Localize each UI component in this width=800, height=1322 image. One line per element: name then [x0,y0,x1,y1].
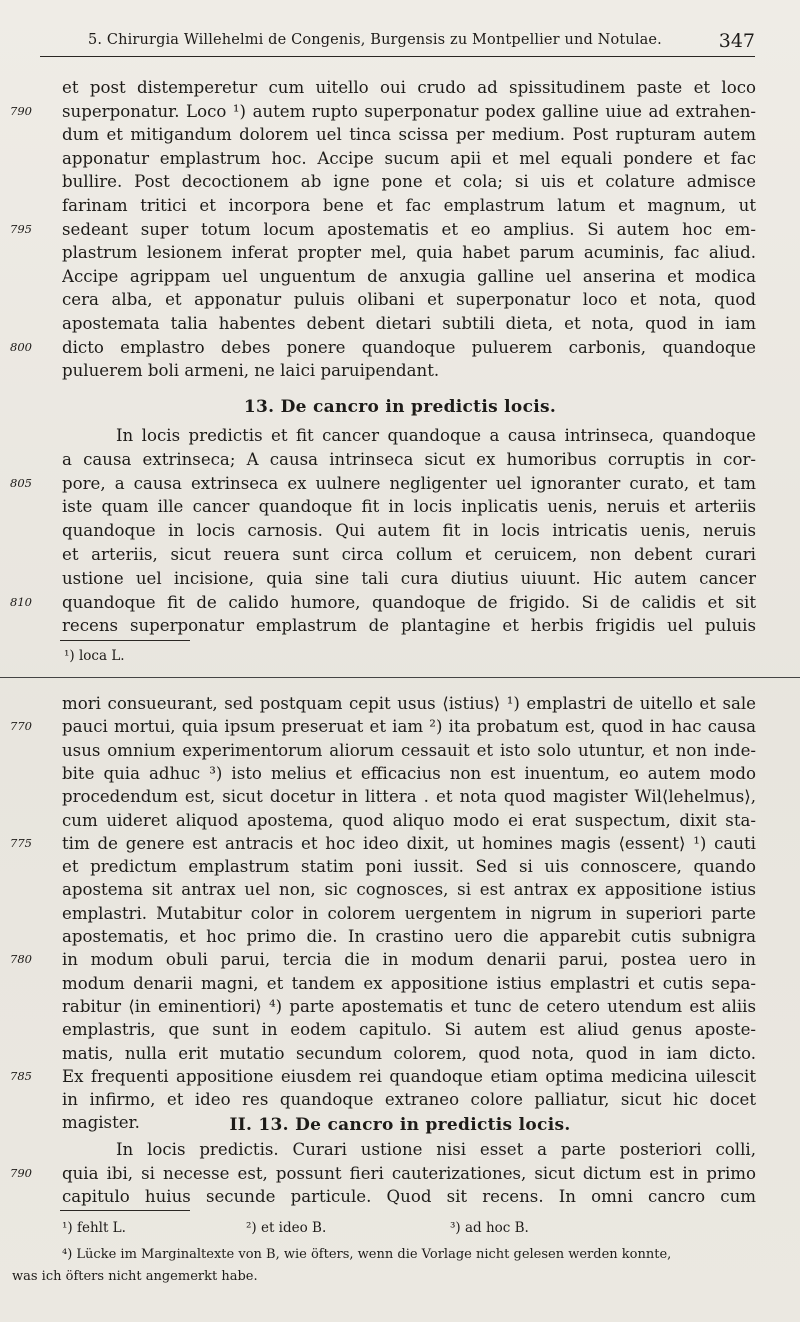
line-text: pauci mortui, quia ipsum preseruat et iam ²) ita probatum est, quod in hac causa [62,717,756,737]
line-text: dicto emplastro debes ponere quandoque puluerem carbonis, quandoque [62,337,756,357]
line-number: 770 [10,719,32,734]
line-text: quandoque fit de calido humore, quandoque de frigido. Si de calidis et sit [62,592,756,612]
line-text: procedendum est, sicut docetur in littera . et nota quod magister Wil⟨lehelmus⟩, [62,787,756,807]
line-text: sedeant super totum locum apostematis et eo amplius. Si autem hoc em- [62,219,756,239]
text-line [0,855,800,879]
line-text: apostemata talia habentes debent dietari subtili dieta, et nota, quod in iam [62,314,756,333]
line-text: recens superponatur emplastrum de plantagine et herbis frigidis uel puluis [62,616,756,636]
text-line [0,1088,800,1112]
line-number: 800 [10,339,32,354]
line-text: In locis predictis et fit cancer quandoque a causa intrinseca, quandoque [116,426,756,445]
text-line [0,1042,800,1066]
line-number: 805 [10,475,32,490]
text-line [0,336,800,360]
text-line [0,715,800,739]
line-text: emplastris, que sunt in eodem capitulo. Si autem est aliud genus aposte- [62,1020,756,1040]
line-text: rabitur ⟨in eminentiori⟩ ⁴) parte apostematis et tunc de cetero utendum est aliis [62,996,756,1016]
line-text: ustione uel incisione, quia sine tali cura diutius uiuunt. Hic autem cancer [62,568,756,588]
footnote-4-line-2: was ich öfters nicht angemerkt habe. [12,1269,258,1284]
line-number: 785 [10,1068,32,1083]
text-line [0,312,800,336]
line-text: In locis predictis. Curari ustione nisi esset a parte posteriori colli, [116,1140,756,1159]
line-text: a causa extrinseca; A causa intrinseca sicut ex humoribus corruptis in cor- [62,449,756,469]
line-number: 790 [10,1165,32,1180]
text-line [0,170,800,194]
line-text: et predictum emplastrum statim poni iussit. Sed si uis connoscere, quando [62,857,756,877]
line-text: apponatur emplastrum hoc. Accipe sucum apii et mel equali pondere et fac [62,148,756,168]
line-text: bullire. Post decoctionem ab igne pone et cola; si uis et colature admisce [62,172,756,192]
footnote-upper: ¹) loca L. [64,648,125,664]
running-header [30,28,765,56]
running-title: 5. Chirurgia Willehelmi de Congenis, Burgensis zu Montpellier und Notulae. [88,32,662,48]
text-line [0,739,800,763]
line-text: Accipe agrippam uel unguentum de anxugia galline uel anserina et modica [62,266,756,286]
line-text: in infirmo, et ideo res quandoque extraneo colore palliatur, sicut hic docet [62,1090,756,1110]
line-number: 790 [10,103,32,118]
line-number: 775 [10,835,32,850]
text-line [0,832,800,856]
text-line [0,495,800,519]
text-line [0,948,800,972]
text-line [0,76,800,100]
text-line [0,614,800,638]
line-text: puluerem boli armeni, ne laici paruipendant. [62,361,440,381]
text-line [0,424,800,448]
text-line [0,218,800,242]
text-line [0,147,800,171]
text-line [0,1162,800,1186]
line-text: superponatur. Loco ¹) autem rupto superponatur podex galline uiue ad extrahen- [62,101,756,121]
page-divider [0,677,800,678]
text-line [0,100,800,124]
line-text: emplastri. Mutabitur color in colorem uergentem in nigrum in superiori parte [62,903,756,923]
text-line [0,288,800,312]
text-line [0,1185,800,1209]
line-text: capitulo huius secunde particule. Quod sit recens. In omni cancro cum [62,1187,756,1206]
footnote-rule-lower [60,1210,190,1211]
text-line [0,692,800,716]
line-number: 795 [10,221,32,236]
line-text: apostematis, et hoc primo die. In crastino uero die apparebit cutis subnigra [62,927,756,946]
line-text: magister. [62,1113,140,1133]
text-line [0,1065,800,1089]
text-line [0,194,800,218]
line-text: dum et mitigandum dolorem uel tinca scissa per medium. Post rupturam autem [62,125,756,145]
text-line [0,972,800,996]
line-text: modum denarii magni, et tandem ex appositione istius emplastri et cutis sepa- [62,973,756,993]
text-line [0,241,800,265]
line-text: apostema sit antrax uel non, sic cognosces, si est antrax ex appositione istius [62,880,756,900]
line-text: matis, nulla erit mutatio secundum colorem, quod nota, quod in iam dicto. [62,1043,756,1063]
line-text: et arteriis, sicut reuera sunt circa collum et ceruicem, non debent curari [62,545,756,564]
text-line [0,265,800,289]
footnote-3: ³) ad hoc B. [450,1220,529,1236]
footnote-2: ²) et ideo B. [246,1220,327,1236]
line-text: quandoque in locis carnosis. Qui autem fit in locis intricatis uenis, neruis [62,521,756,541]
page-number: 347 [718,30,755,52]
footnote-1: ¹) fehlt L. [62,1220,126,1236]
line-text: mori consueurant, sed postquam cepit usus ⟨istius⟩ ¹) emplastri de uitello et sale [62,694,756,713]
line-text: quia ibi, si necesse est, possunt fieri cauterizationes, sicut dictum est in primo [62,1163,756,1183]
line-text: cum uideret aliquod apostema, quod aliquo modo ei erat suspectum, dixit sta- [62,810,756,830]
line-text: plastrum lesionem inferat propter mel, quia habet parum acuminis, fac aliud. [62,243,756,263]
text-line [0,543,800,567]
line-number: 810 [10,594,32,609]
line-text: usus omnium experimentorum aliorum cessauit et isto solo utuntur, et non inde- [62,740,756,760]
footnote-rule-upper [60,640,190,641]
text-line [0,472,800,496]
section-heading-upper: 13. De cancro in predictis locis. [243,397,557,417]
text-line [0,995,800,1019]
text-line [0,809,800,833]
text-line [0,448,800,472]
footnote-4-line-1: ⁴) Lücke im Marginaltexte von B, wie öfters, wenn die Vorlage nicht gelesen werden konnte, [62,1247,672,1262]
line-number: 780 [10,952,32,967]
text-line [0,359,800,383]
line-text: pore, a causa extrinseca ex uulnere negligenter uel ignoranter curato, et tam [62,473,756,493]
line-text: Ex frequenti appositione eiusdem rei quandoque etiam optima medicina uilescit [62,1066,756,1086]
line-text: bite quia adhuc ³) isto melius et efficacius non est inuentum, eo autem modo [62,763,756,783]
text-line [0,591,800,615]
line-text: farinam tritici et incorpora bene et fac emplastrum latum et magnum, ut [62,196,756,215]
text-line [0,785,800,809]
text-line [0,925,800,949]
line-text: in modum obuli parui, tercia die in modum denarii parui, postea uero in [62,950,756,970]
text-line [0,762,800,786]
line-text: iste quam ille cancer quandoque fit in locis inplicatis uenis, neruis et arteriis [62,497,756,517]
header-rule [40,56,755,57]
line-text: cera alba, et apponatur puluis olibani et superponatur loco et nota, quod [62,290,756,310]
text-line [0,902,800,926]
text-line [0,123,800,147]
text-line [0,1018,800,1042]
text-line [0,878,800,902]
line-text: tim de genere est antracis et hoc ideo dixit, ut homines magis ⟨essent⟩ ¹) cauti [62,833,756,853]
text-line [0,1138,800,1162]
text-line [0,519,800,543]
text-line [0,567,800,591]
section-heading-lower: II. 13. De cancro in predictis locis. [229,1115,571,1135]
line-text: et post distemperetur cum uitello oui crudo ad spissitudinem paste et loco [62,78,756,97]
